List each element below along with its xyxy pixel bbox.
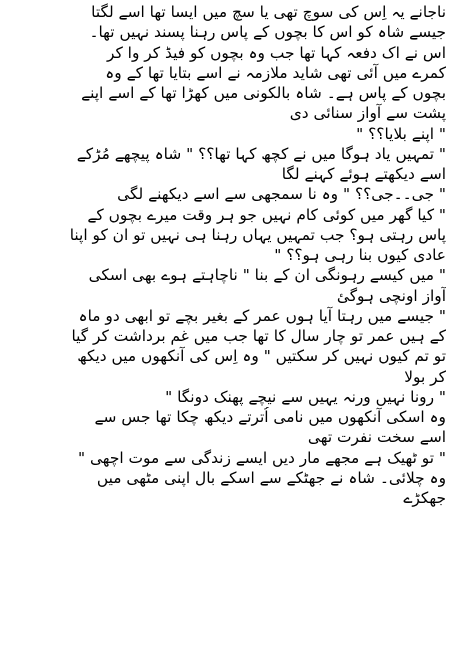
- text-line-6: پشت سے آواز سنائی دی: [289, 104, 446, 123]
- text-line-17: کے ہیں عمر تو چار سال کا تھا جب میں غم برداشت کر گیا: [71, 327, 446, 345]
- urdu-text-body: [4, 2, 446, 508]
- text-line-15: آواز اونچی ہوگئ: [336, 286, 446, 305]
- text-line-2: جیسے شاہ کو اس کا بچوں کے پاس رہنا پسند نہیں تھا۔: [89, 23, 446, 42]
- text-line-25: جھکڑے: [403, 489, 446, 507]
- text-line-5: بچوں کے پاس ہے۔ شاہ بالکونی میں کھڑا تھا کے اسے اپنے: [81, 84, 446, 102]
- text-line-16: " جیسے میں رہتا آیا ہوں عمر کے بغیر بچے تو ابھی دو ماہ: [78, 306, 446, 325]
- text-line-13: عادی کیوں بنا رہی ہو؟؟ ": [274, 246, 446, 264]
- text-line-18: تو تم کیوں نہیں کر سکتیں " وہ اِس کی آنکھوں میں دیکھ: [77, 347, 446, 366]
- text-line-14: " میں کیسے رہونگی ان کے بنا " ناچاہتے ہوے بھی اسکی: [88, 266, 446, 285]
- text-line-23: " تو ٹھیک ہے مجھے مار دیں ایسے زندگی سے موت اچھی ": [77, 448, 446, 467]
- text-line-19: کر بولا: [404, 367, 446, 386]
- text-line-21: وہ اسکی آنکھوں میں نامی اُترتے دیکھ چکا تھا جس سے: [94, 408, 446, 426]
- text-line-4: کمرے میں آئی تھی شاید ملازمہ نے اسے بتایا تھا کے وہ: [105, 63, 446, 82]
- text-line-8: " تمہیں یاد ہوگا میں نے کچھ کہا تھا؟؟ " شاہ پیچھے مُڑکے: [76, 144, 446, 163]
- text-line-12: پاس رہتی ہو؟ جب تمہیں یہاں رہنا ہی نہیں تو ان کو اپنا: [69, 225, 446, 244]
- text-line-3: اس نے اک دفعہ کہا تھا جب وہ بچوں کو فیڈ کر وا کر: [106, 43, 446, 62]
- text-line-11: " کیا گھر میں کوئی کام نہیں جو ہر وقت میرے بچوں کے: [87, 205, 446, 224]
- text-line-22: اسے سخت نفرت تھی: [307, 428, 446, 447]
- text-line-20: " رونا نہیں ورنہ یہیں سے نیچے پھنک دونگا ": [165, 387, 446, 406]
- text-line-7: " اپنے بلایا؟؟ ": [356, 124, 446, 143]
- text-line-10: " جی۔۔جی؟؟ " وہ نا سمجھی سے اسے دیکھنے لگی: [117, 185, 446, 204]
- text-line-24: وہ چلائی۔ شاہ نے جھٹکے سے اسکے بال اپنی مٹھی میں: [96, 468, 446, 487]
- text-line-1: ناجانے یہ اِس کی سوچ تھی یا سچ میں ایسا تھا اسے لگتا: [91, 3, 446, 21]
- text-line-9: اسے دیکھتے ہوئے کہنے لگا: [281, 165, 446, 183]
